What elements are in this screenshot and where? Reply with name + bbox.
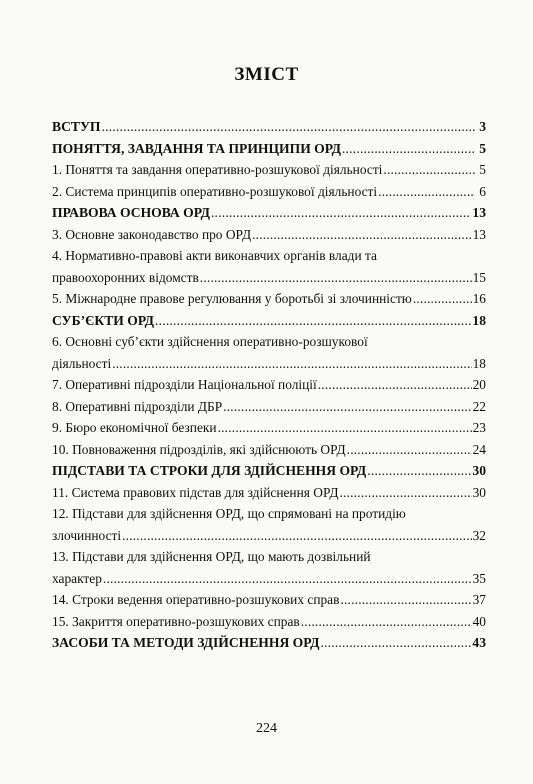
toc-label: злочинності (52, 527, 122, 543)
toc-label: СУБ’ЄКТИ ОРД (52, 312, 155, 328)
toc-label: 14. Строки ведення оперативно-розшукових справ (52, 592, 340, 607)
toc-label: ПІДСТАВИ ТА СТРОКИ ДЛЯ ЗДІЙСНЕННЯ ОРД (52, 463, 367, 478)
toc-entry[interactable] (52, 398, 486, 416)
toc-label: 10. Повноваження підрозділів, які здійснюють ОРД (52, 441, 346, 457)
toc-row (52, 462, 486, 480)
toc-section[interactable] (52, 140, 486, 158)
toc-row (52, 204, 486, 222)
toc-page-number: 40 (472, 613, 486, 629)
toc-row (52, 634, 486, 652)
toc-row (52, 527, 486, 545)
toc-page-number: 23 (472, 420, 486, 435)
toc-leader-dots (378, 183, 475, 201)
toc-leader-dots (413, 290, 472, 308)
toc-label: 7. Оперативні підрозділи Національної поліції (52, 377, 317, 392)
toc-leader-dots (155, 312, 471, 330)
toc-entry[interactable] (52, 183, 486, 201)
toc-leader-dots (342, 140, 475, 158)
toc-leader-dots (218, 419, 472, 437)
toc-label: 11. Система правових підстав для здійснення ОРД (52, 484, 339, 500)
page-number: 224 (256, 721, 277, 736)
toc-row (52, 591, 486, 609)
table-of-contents (52, 118, 486, 656)
toc-page-number: 24 (472, 441, 486, 457)
toc-leader-dots (301, 613, 472, 631)
toc-label: 3. Основне законодавство про ОРД (52, 226, 252, 242)
toc-row (52, 613, 486, 631)
toc-page-number: 43 (472, 635, 486, 650)
toc-entry[interactable] (52, 419, 486, 437)
toc-label: ВСТУП (52, 119, 101, 134)
toc-page-number: 18 (472, 355, 486, 371)
toc-label: ПРАВОВА ОСНОВА ОРД (52, 205, 210, 220)
toc-page-number: 3 (479, 119, 486, 134)
toc-row (52, 118, 486, 136)
toc-leader-dots (200, 269, 472, 287)
toc-leader-dots (102, 118, 475, 136)
toc-row (52, 376, 486, 394)
toc-entry[interactable] (52, 290, 486, 308)
toc-entry[interactable] (52, 548, 486, 588)
toc-label: діяльності (52, 355, 112, 371)
toc-leader-dots (122, 527, 472, 545)
toc-label: правоохоронних відомств (52, 269, 199, 285)
toc-label: 15. Закриття оперативно-розшукових справ (52, 613, 300, 629)
toc-entry[interactable] (52, 441, 486, 459)
toc-entry[interactable] (52, 376, 486, 394)
toc-page-number: 13 (472, 205, 486, 220)
toc-leader-dots (383, 161, 475, 179)
toc-label: ЗАСОБИ ТА МЕТОДИ ЗДІЙСНЕННЯ ОРД (52, 635, 320, 650)
toc-entry-first-line: 12. Підстави для здійснення ОРД, що спрямовані на протидію (52, 506, 406, 521)
toc-row (52, 140, 486, 158)
toc-entry[interactable] (52, 226, 486, 244)
toc-section[interactable] (52, 462, 486, 480)
toc-page-number: 30 (472, 484, 486, 500)
toc-label: характер (52, 570, 102, 586)
toc-row (52, 269, 486, 287)
toc-page-number: 30 (472, 463, 486, 478)
toc-row (52, 161, 486, 179)
toc-row (52, 419, 486, 437)
toc-row (52, 355, 486, 373)
toc-row (52, 484, 486, 502)
toc-section[interactable] (52, 634, 486, 652)
toc-leader-dots (367, 462, 471, 480)
toc-page-number: 6 (479, 183, 486, 199)
toc-page-number: 5 (479, 140, 486, 156)
toc-entry[interactable] (52, 613, 486, 631)
toc-page-number: 20 (472, 377, 486, 392)
toc-page-number: 5 (479, 162, 486, 177)
toc-page-number: 18 (472, 312, 486, 328)
toc-entry[interactable] (52, 591, 486, 609)
toc-entry-first-line: 4. Нормативно-правові акти виконавчих органів влади та (52, 248, 377, 263)
toc-section[interactable] (52, 118, 486, 136)
toc-entry[interactable] (52, 161, 486, 179)
toc-label: 5. Міжнародне правове регулювання у боротьбі зі злочинністю (52, 291, 412, 306)
toc-row (52, 183, 486, 201)
toc-entry-first-line: 6. Основні суб’єкти здійснення оперативно-розшукової (52, 334, 368, 349)
toc-page-number: 37 (472, 592, 486, 607)
toc-entry[interactable] (52, 484, 486, 502)
toc-label: ПОНЯТТЯ, ЗАВДАННЯ ТА ПРИНЦИПИ ОРД (52, 140, 341, 156)
toc-entry[interactable] (52, 333, 486, 373)
toc-page-number: 35 (472, 570, 486, 586)
toc-entry-first-line: 13. Підстави для здійснення ОРД, що мають дозвільний (52, 549, 371, 564)
toc-leader-dots (103, 570, 472, 588)
toc-leader-dots (223, 398, 471, 416)
toc-row (52, 312, 486, 330)
toc-page-number: 22 (472, 398, 486, 414)
toc-leader-dots (340, 484, 472, 502)
toc-section[interactable] (52, 312, 486, 330)
toc-leader-dots (318, 376, 472, 394)
toc-section[interactable] (52, 204, 486, 222)
toc-leader-dots (211, 204, 471, 222)
toc-leader-dots (320, 634, 471, 652)
toc-row (52, 290, 486, 308)
toc-page-number: 16 (472, 291, 486, 306)
toc-leader-dots (347, 441, 472, 459)
toc-leader-dots (340, 591, 471, 609)
toc-page-number: 15 (472, 269, 486, 285)
toc-row (52, 441, 486, 459)
toc-row (52, 226, 486, 244)
toc-row (52, 398, 486, 416)
toc-label: 9. Бюро економічної безпеки (52, 420, 217, 435)
toc-label: 2. Система принципів оперативно-розшукової діяльності (52, 183, 378, 199)
toc-entry[interactable] (52, 247, 486, 287)
toc-page-number: 13 (472, 226, 486, 242)
page-title: ЗМІСТ (234, 64, 299, 85)
toc-row (52, 570, 486, 588)
toc-leader-dots (252, 226, 472, 244)
toc-page-number: 32 (472, 527, 486, 543)
toc-label: 8. Оперативні підрозділи ДБР (52, 398, 223, 414)
toc-label: 1. Поняття та завдання оперативно-розшукової діяльності (52, 162, 383, 177)
toc-entry[interactable] (52, 505, 486, 545)
toc-leader-dots (112, 355, 471, 373)
